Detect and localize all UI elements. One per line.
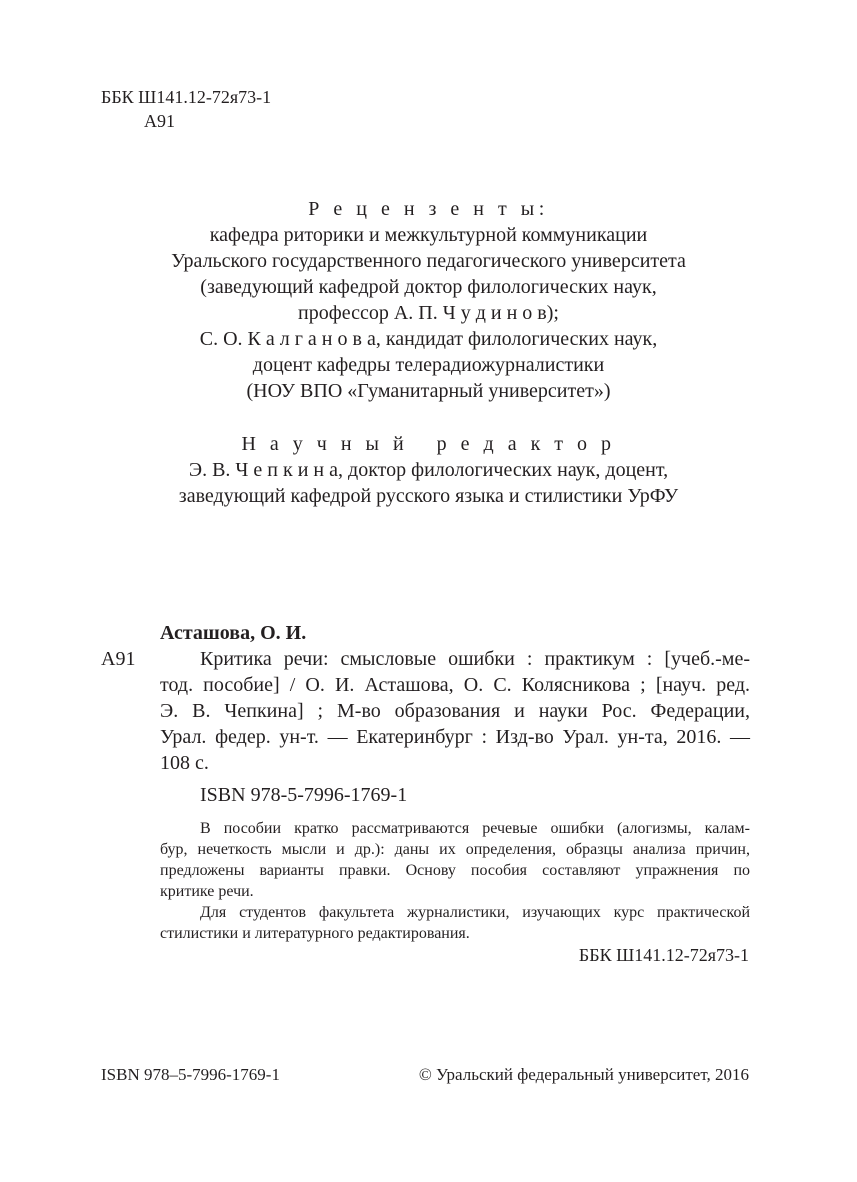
annotation-line: стилистики и литературного редактирования. (160, 925, 470, 942)
description-line: 108 с. (160, 752, 209, 774)
annotation-line: В пособии кратко рассматриваются речевые ошибки (алогизмы, калам- (200, 820, 750, 837)
description-line: Э. В. Чепкина] ; М-во образования и науки Рос. Федерации, (160, 700, 750, 722)
description-line: тод. пособие] / О. И. Асташова, О. С. Колясникова ; [науч. ред. (160, 674, 750, 696)
author-code-top: А91 (144, 111, 175, 131)
reviewers-line: С. О. К а л г а н о в а, кандидат филологических наук, (199, 328, 658, 350)
reviewers-block (0, 196, 857, 404)
editor-line: заведующий кафедрой русского языка и стилистики УрФУ (178, 485, 679, 507)
footer-copyright: © Уральский федеральный университет, 2016 (418, 1065, 749, 1084)
description-line: Критика речи: смысловые ошибки : практикум : [учеб.-ме- (200, 648, 750, 670)
bbk-index-top: ББК Ш141.12-72я73-1 (101, 87, 272, 107)
annotation-line: Для студентов факультета журналистики, изучающих курс практической (200, 904, 750, 921)
catalog-isbn: ISBN 978-5-7996-1769-1 (200, 784, 408, 806)
reviewers-line: (заведующий кафедрой доктор филологических наук, (200, 276, 657, 298)
bbk-index-bottom: ББК Ш141.12-72я73-1 (578, 945, 749, 965)
catalog-author-code: А91 (101, 648, 136, 670)
reviewers-line: (НОУ ВПО «Гуманитарный университет») (246, 380, 611, 402)
footer-isbn: ISBN 978–5-7996-1769-1 (101, 1065, 280, 1084)
annotation-block (160, 818, 750, 944)
catalog-author: Асташова, О. И. (160, 622, 307, 644)
annotation-line: предложены варианты правки. Основу пособия составляют упражнения по (160, 862, 750, 879)
reviewers-line: профессор А. П. Ч у д и н о в); (298, 302, 559, 324)
scientific-editor-block (0, 431, 857, 509)
editor-line: Э. В. Ч е п к и н а, доктор филологических наук, доцент, (188, 459, 669, 481)
annotation-line: бур, нечеткость мысли и др.): даны их определения, образцы анализа причин, (160, 841, 750, 858)
annotation-line: критике речи. (160, 883, 254, 900)
reviewers-line: Уральского государственного педагогического университета (171, 250, 686, 272)
reviewers-heading: Р е ц е н з е н т ы: (308, 198, 549, 220)
catalog-description (160, 646, 750, 776)
reviewers-line: кафедра риторики и межкультурной коммуникации (209, 224, 648, 246)
description-line: Урал. федер. ун-т. — Екатеринбург : Изд-во Урал. ун-та, 2016. — (160, 726, 750, 748)
reviewers-line: доцент кафедры телерадиожурналистики (252, 354, 605, 376)
editor-heading: Н а у ч н ы й р е д а к т о р (241, 433, 616, 455)
